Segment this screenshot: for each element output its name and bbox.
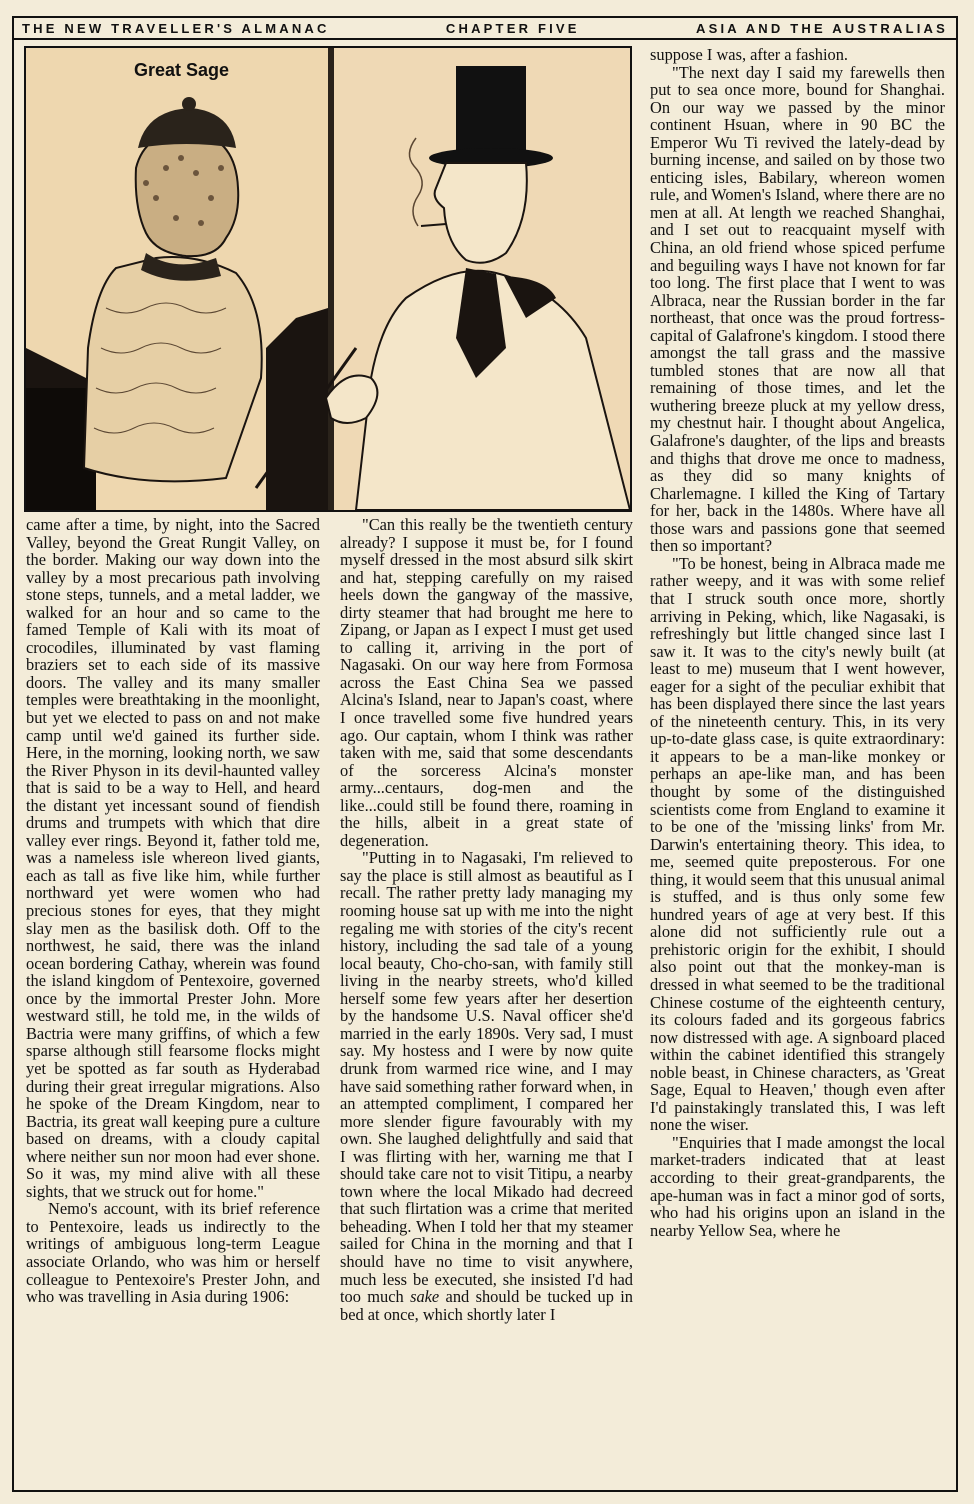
illustration [24, 46, 632, 512]
paragraph: "The next day I said my farewells then put to sea once more, bound for Shanghai. On our way we passed by the minor continent Hsuan, where in 90 BC the Emperor Wu Ti revived the lately-dead by burning incense, and sailed on by those two enticing isles, Babilary, whereon women rule, and Women's Island, where there are no men at all. At length we reached Shanghai, and I set out to reacquaint myself with China, an old friend whose spiced perfume and beguiling ways I have not known for far too long. The first place that I went to was Albraca, near the Russian border in the far northeast, that once was the proud fortress-capital of Galafrone's kingdom. I stood there amongst the tall grass and the massive tumbled stones that are now all that remaining of those times, and let the wuthering breeze pluck at my yellow dress, my chestnut hair. I thought about Angelica, Galafrone's daughter, of the lips and breasts and thighs that drove me once to madness, as they did so many knights of Charlemagne. I killed the King of Tartary for her, back in the 1480s. Where have all those wars and passions gone that seemed then so important? [650, 62, 945, 556]
header-chapter: CHAPTER FIVE [445, 20, 580, 36]
paragraph: Nemo's account, with its brief reference to Pentexoire, leads us indirectly to the writings of ambiguous long-term League associate Orlando, who was him or herself colleague to Pentexoire's Prester John, and who was travelling in Asia during 1906: [26, 1199, 320, 1307]
text-column-2 [340, 516, 633, 1323]
text-column-3 [650, 46, 945, 1239]
paragraph: "Can this really be the twentieth century already? I suppose it must be, for I found myself dressed in the most absurd silk skirt and hat, stepping carefully on my raised heels down the gangway of the massive, dirty steamer that had brought me here to Zipang, or Japan as I expect I must get used to calling it, arriving in the port of Nagasaki. On our way here from Formosa across the East China Sea we passed Alcina's Island, near to Japan's coast, where I once travelled some five hundred years ago. Our captain, whom I think was rather taken with me, said that some descendants of the sorceress Alcina's monster army...centaurs, dog-men and the like...could still be found there, roaming in the hills, albeit in a great state of degeneration. [340, 515, 633, 850]
paragraph: suppose I was, after a fashion. [650, 45, 848, 64]
header-section: ASIA AND THE AUSTRALIAS [696, 20, 948, 36]
paragraph [340, 849, 633, 1323]
text-column-1 [26, 516, 320, 1306]
emphasis-word: sake [410, 1287, 440, 1307]
illustration-caption: Great Sage [134, 60, 230, 80]
running-header [14, 18, 956, 40]
header-book-title: THE NEW TRAVELLER'S ALMANAC [22, 20, 330, 36]
paragraph-text: and should be tucked up in bed at once, which shortly later I [340, 1287, 634, 1324]
paragraph-text: "Putting in to Nagasaki, I'm relieved to say the place is still almost as beautiful as I recall. The rather pretty lady managing my rooming house sat up with me into the night regaling me with stories of the city's recent history, including the sad tale of a young local beauty, Cho-cho-san, with family still living in the nearby streets, who'd killed herself some few years after her desertion by the handsome U.S. Naval officer she'd married in the early 1890s. Very sad, I must say. My hostess and I were by now quite drunk from warmed rice wine, and I may have said something rather forward when, in an attempted compliment, I compared her more slender figure favourably with my own. She laughed delightfully and said that I was flirting with her, warning me that I should take care not to visit Titipu, a nearby town where the local Mikado had decreed that such flirtation was a crime that merited beheading. When I told her that my steamer sailed for China in the morning and that I should have no time to visit anywhere, much less be executed, she insisted I'd had too much [340, 848, 633, 1307]
paragraph: "To be honest, being in Albraca made me rather weepy, and it was with some relief that I struck south once more, shortly arriving in Peking, which, like Nagasaki, is refreshingly but little changed since last I saw it. It was to the city's newly built (at least to me) museum that I went however, eager for a sight of the peculiar exhibit that has been displayed there since the last years of the nineteenth century. This, in its very up-to-date glass case, is quite extraordinary: it appears to be a man-like monkey or perhaps an ape-like man, and has been thought by some of the distinguished scientists come from England to examine it to be one of the 'missing links' from Mr. Darwin's entertaining theory. This idea, to me, seemed quite preposterous. For one thing, it would seem that this unusual animal is stuffed, and is thus only some few hundred years of age at very best. If this alone did not sufficiently rule out a prehistoric origin for the exhibit, I should also point out that the monkey-man is dressed in what seemed to be the traditional Chinese costume of the eighteenth century, its colours faded and its gorgeous fabrics now distressed with age. A signboard placed within the cabinet identified this strangely noble beast, in Chinese characters, as 'Great Sage, Equal to Heaven,' though even after I'd painstakingly translated this, I was left none the wiser. [650, 553, 945, 1135]
illustration-drawing [26, 48, 630, 510]
paragraph: "Enquiries that I made amongst the local market-traders indicated that at least according to their great-grandparents, the ape-human was in fact a minor god of sorts, who had his origins upon an island in the nearby Yellow Sea, where he [650, 1132, 945, 1240]
paragraph: came after a time, by night, into the Sacred Valley, beyond the Great Rungit Valley, on the border. Making our way down into the valley by a most precarious path involving stone steps, tunnels, and a metal ladder, we walked for an hour and so came to the famed Temple of Kali with its moat of crocodiles, illuminated by vast flaming braziers set to each side of its massive doors. The valley and its many smaller temples were breathtaking in the moonlight, but yet we elected to pass on and not make camp until we'd gained its further side. Here, in the morning, looking north, we saw the River Physon in its devil-haunted valley that is said to be a way to Hell, and heard the distant yet incessant sound of fiendish drums and trumpets with which that dire valley ever rings. Beyond it, father told me, was a nameless isle whereon lived giants, each as tall as five like him, while further northward yet were women who had precious stones for eyes, that they might slay men as the basilisk doth. Off to the northwest, he said, there was the inland ocean bordering Cathay, wherein was found the island kingdom of Pentexoire, governed once by the immortal Prester John. More westward still, he told me, in the wilds of Bactria were many griffins, of which a few sparse although still fearsome flocks might yet be spotted as far south as Hyderabad during their great irregular migrations. Also he spoke of the Dream Kingdom, near to Bactria, its great wall keeping pure a culture based on dreams, with a cloudy capital where neither sun nor moon had ever shone. So it was, my mind alive with all these sights, that we struck out for home." [26, 515, 320, 1201]
